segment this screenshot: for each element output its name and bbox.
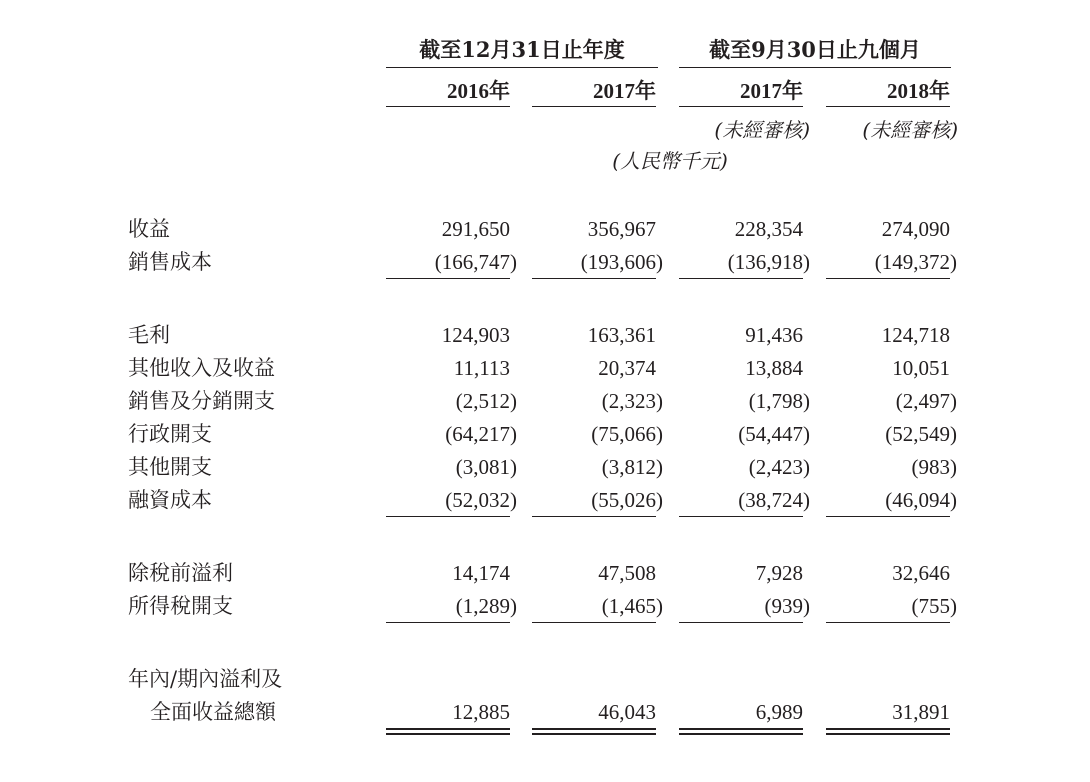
subtotal-rule-3c (679, 622, 803, 623)
value-revenue-2017: 356,967 (587, 217, 656, 241)
row-label-income-tax: 所得稅開支 (128, 594, 233, 618)
subtotal-rule-3a (386, 622, 510, 623)
column-header-2017-nine-months: 2017年 (740, 79, 803, 103)
value-cost-of-sales-2018-9m: (149,372) (874, 250, 957, 274)
value-other-income-2017-9m: 13,884 (745, 356, 803, 380)
subtotal-rule-3d (826, 622, 950, 623)
value-admin-expenses-2017: (75,066) (591, 422, 663, 446)
row-label-profit-line2: 全面收益總額 (150, 700, 276, 724)
row-label-profit-before-tax: 除稅前溢利 (128, 561, 233, 585)
value-admin-expenses-2017-9m: (54,447) (738, 422, 810, 446)
row-label-profit-line1: 年內/期內溢利及 (128, 667, 283, 691)
value-revenue-2017-9m: 228,354 (734, 217, 803, 241)
value-admin-expenses-2018-9m: (52,549) (885, 422, 957, 446)
value-other-expenses-2017: (3,812) (601, 455, 663, 479)
row-label-revenue: 收益 (128, 217, 170, 241)
unaudited-note-2018: (未經審核) (862, 118, 958, 142)
subtotal-rule-1d (826, 278, 950, 279)
value-gross-profit-2016: 124,903 (441, 323, 510, 347)
currency-unit: (人民幣千元) (612, 149, 728, 173)
subtotal-rule-1c (679, 278, 803, 279)
value-other-expenses-2018-9m: (983) (911, 455, 957, 479)
unaudited-note-2017: (未經審核) (714, 118, 810, 142)
value-other-income-2016: 11,113 (453, 356, 510, 380)
group-nine-months-rule (679, 67, 951, 68)
row-label-cost-of-sales: 銷售成本 (128, 250, 212, 274)
value-revenue-2018-9m: 274,090 (881, 217, 950, 241)
subtotal-rule-2b (532, 516, 656, 517)
row-label-other-expenses: 其他開支 (128, 455, 212, 479)
subtotal-rule-1b (532, 278, 656, 279)
value-selling-expenses-2017-9m: (1,798) (748, 389, 810, 413)
subtotal-rule-3b (532, 622, 656, 623)
row-label-admin-expenses: 行政開支 (128, 422, 212, 446)
value-profit-before-tax-2017: 47,508 (598, 561, 656, 585)
column-header-2018-nine-months: 2018年 (887, 79, 950, 103)
value-finance-costs-2016: (52,032) (445, 488, 517, 512)
value-other-expenses-2017-9m: (2,423) (748, 455, 810, 479)
column-rule-2 (532, 106, 656, 107)
subtotal-rule-2d (826, 516, 950, 517)
value-profit-before-tax-2016: 14,174 (452, 561, 510, 585)
total-double-rule-b (532, 728, 656, 735)
value-income-tax-2016: (1,289) (455, 594, 517, 618)
column-rule-3 (679, 106, 803, 107)
value-profit-before-tax-2017-9m: 7,928 (755, 561, 803, 585)
row-label-selling-expenses: 銷售及分銷開支 (128, 389, 275, 413)
value-total-income-2017: 46,043 (598, 700, 656, 724)
value-gross-profit-2017: 163,361 (587, 323, 656, 347)
value-revenue-2016: 291,650 (441, 217, 510, 241)
value-other-expenses-2016: (3,081) (455, 455, 517, 479)
subtotal-rule-2a (386, 516, 510, 517)
value-cost-of-sales-2017: (193,606) (580, 250, 663, 274)
total-double-rule-c (679, 728, 803, 735)
column-header-2016: 2016年 (447, 79, 510, 103)
total-double-rule-a (386, 728, 510, 735)
value-other-income-2018-9m: 10,051 (892, 356, 950, 380)
group-year-rule (386, 67, 658, 68)
total-double-rule-d (826, 728, 950, 735)
value-selling-expenses-2018-9m: (2,497) (895, 389, 957, 413)
value-finance-costs-2017: (55,026) (591, 488, 663, 512)
value-income-tax-2017: (1,465) (601, 594, 663, 618)
value-finance-costs-2018-9m: (46,094) (885, 488, 957, 512)
value-cost-of-sales-2016: (166,747) (434, 250, 517, 274)
value-gross-profit-2017-9m: 91,436 (745, 323, 803, 347)
value-finance-costs-2017-9m: (38,724) (738, 488, 810, 512)
row-label-finance-costs: 融資成本 (128, 488, 212, 512)
value-selling-expenses-2016: (2,512) (455, 389, 517, 413)
column-rule-1 (386, 106, 510, 107)
value-gross-profit-2018-9m: 124,718 (881, 323, 950, 347)
row-label-other-income: 其他收入及收益 (128, 356, 275, 380)
column-rule-4 (826, 106, 950, 107)
value-total-income-2016: 12,885 (452, 700, 510, 724)
value-profit-before-tax-2018-9m: 32,646 (892, 561, 950, 585)
value-total-income-2017-9m: 6,989 (755, 700, 803, 724)
value-income-tax-2018-9m: (755) (911, 594, 957, 618)
value-total-income-2018-9m: 31,891 (892, 700, 950, 724)
header-group-nine-months: 截至9月30日止九個月 (709, 37, 921, 62)
value-income-tax-2017-9m: (939) (764, 594, 810, 618)
row-label-gross-profit: 毛利 (128, 323, 170, 347)
value-other-income-2017: 20,374 (598, 356, 656, 380)
value-admin-expenses-2016: (64,217) (445, 422, 517, 446)
header-group-year: 截至12月31日止年度 (419, 37, 625, 62)
subtotal-rule-2c (679, 516, 803, 517)
subtotal-rule-1a (386, 278, 510, 279)
column-header-2017-year: 2017年 (593, 79, 656, 103)
value-selling-expenses-2017: (2,323) (601, 389, 663, 413)
value-cost-of-sales-2017-9m: (136,918) (727, 250, 810, 274)
